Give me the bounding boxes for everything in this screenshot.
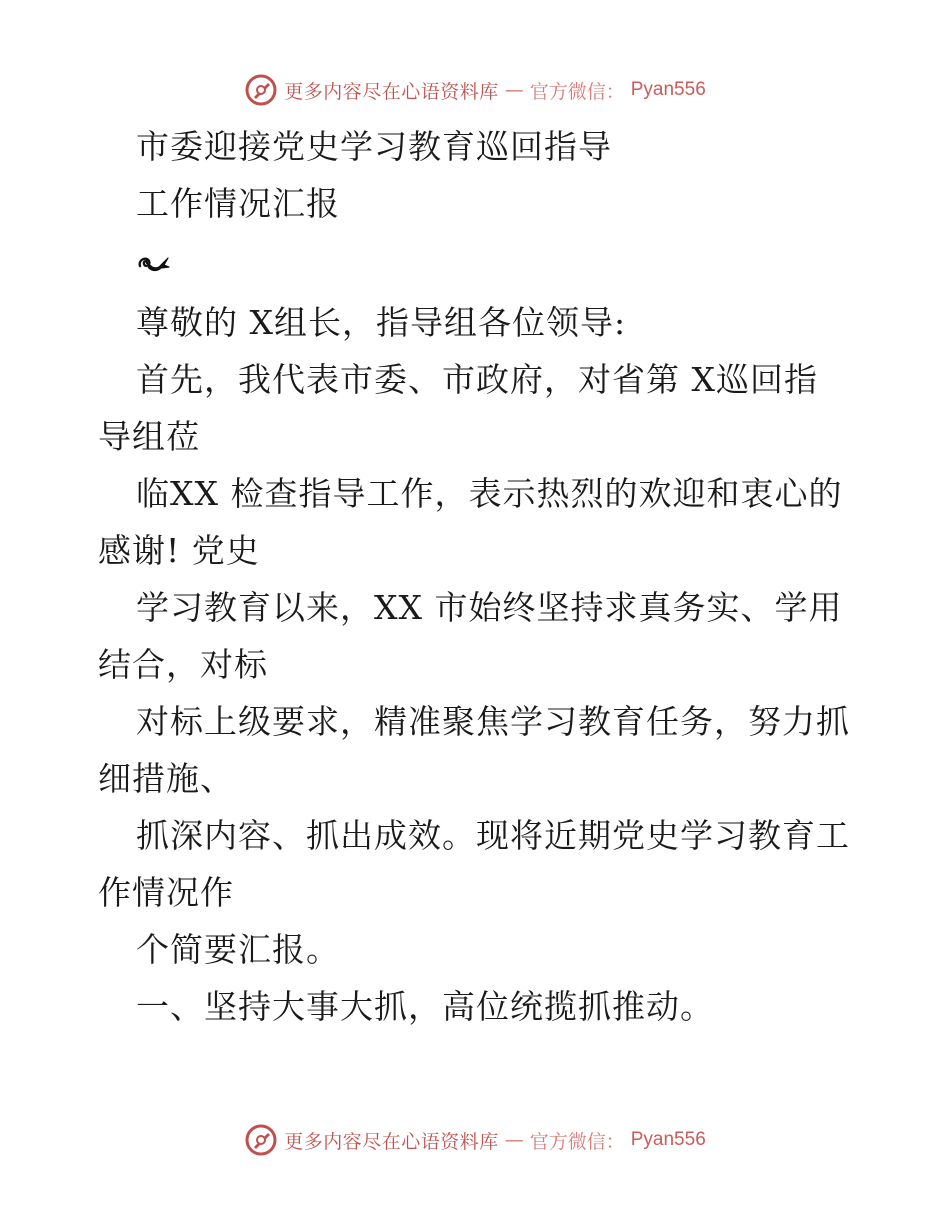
paragraph-line: 结合，对标: [98, 645, 268, 684]
section-heading: 一、坚持大事大抓，高位统揽抓推动。: [136, 987, 714, 1026]
watermark-contact-label: 官方微信：: [529, 80, 625, 103]
document-body: [98, 118, 858, 1035]
document-title-line-1: 市委迎接党史学习教育巡回指导: [136, 127, 612, 166]
watermark-dash: —: [504, 1129, 524, 1151]
watermark-dash: —: [504, 79, 524, 101]
footer-watermark: [0, 1120, 950, 1160]
paragraph-line: 感谢! 党史: [98, 531, 260, 570]
watermark-text: 更多内容尽在心语资料库: [284, 80, 499, 103]
paragraph-line: 抓深内容、抓出成效。现将近期党史学习教育工: [136, 816, 850, 855]
paragraph-line: 细措施、: [98, 759, 234, 798]
decorative-ornament: [98, 232, 858, 294]
watermark-contact-id: Pyan556: [630, 79, 706, 100]
scroll-ornament-icon: [136, 250, 172, 276]
paragraph-line: 作情况作: [98, 873, 234, 912]
watermark-contact-label: 官方微信：: [529, 1130, 625, 1153]
watermark-text: 更多内容尽在心语资料库: [284, 1130, 499, 1153]
header-watermark: [0, 70, 950, 110]
paragraph-line: 尊敬的 X组长，指导组各位领导:: [136, 303, 627, 342]
pen-logo-icon: [244, 1123, 278, 1157]
paragraph-line: 学习教育以来，XX 市始终坚持求真务实、学用: [136, 588, 843, 627]
watermark-contact-id: Pyan556: [630, 1129, 706, 1150]
paragraph-line: 导组莅: [98, 417, 200, 456]
pen-logo-icon: [244, 73, 278, 107]
paragraph-line: 临XX 检查指导工作，表示热烈的欢迎和衷心的: [136, 474, 843, 513]
document-title-line-2: 工作情况汇报: [136, 184, 340, 223]
paragraph-line: 对标上级要求，精准聚焦学习教育任务，努力抓: [136, 702, 850, 741]
paragraph-line: 个简要汇报。: [136, 930, 340, 969]
paragraph-line: 首先，我代表市委、市政府，对省第 X巡回指: [136, 360, 818, 399]
